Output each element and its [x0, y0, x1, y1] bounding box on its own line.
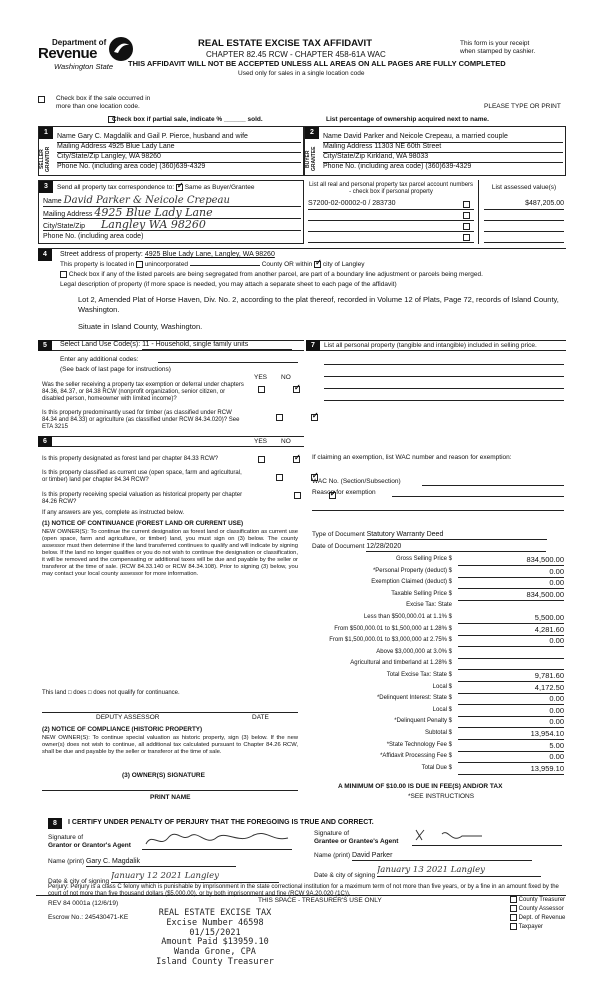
tax-line-value[interactable]: 9,781.60 — [534, 671, 564, 680]
seller-city-label: City/State/Zip — [57, 153, 100, 160]
section-7-personal-property — [306, 340, 566, 460]
tax-line-value[interactable]: 0.00 — [549, 752, 564, 762]
tax-line-label: From $1,500,000.01 to $3,000,000 at 2.75% $ — [329, 637, 452, 644]
deputy-assessor-label: DEPUTY ASSESSOR — [96, 714, 160, 721]
escrow-label: Escrow No.: — [48, 914, 84, 921]
tax-line-label: Total Due $ — [421, 764, 452, 771]
grantor-signature-scribble-icon — [142, 830, 292, 850]
section-3-number: 3 — [39, 181, 53, 193]
seller-grantor-label: SELLER GRANTOR — [39, 146, 51, 172]
corr-city-label: City/State/Zip — [43, 223, 86, 230]
ownership-pct-label: List percentage of ownership acquired next to name. — [326, 116, 489, 123]
receipt-note2: when stamped by cashier. — [460, 48, 536, 55]
copy-taxpayer-checkbox[interactable] — [510, 923, 517, 930]
notice-compliance-body: NEW OWNER(S): To continue special valuation as historic property, sign (3) below. If the new owner(s) does not wish to continue, all additional tax calculated pursuant to Chapter 84.26 RCW, shall be due and payable by the seller or transferor at the time of sale. — [42, 735, 298, 755]
treasurer-stamp — [150, 909, 280, 968]
notice-continuance-body: NEW OWNER(S): To continue the current designation as forest land or classification as current use (open space, farm and agriculture, or timber) land, you must sign on (3) below. The county assessor must then determine if the land transferred continues to qualify and will indicate by signing below. If the land no longer qualifies or you do not wish to continue the designation or classification, it will be removed and the compensating or additional taxes will be due and payable by the seller or transferor at the time of sale. (RCW 84.33.140 or RCW 84.34.108). Prior to signing (3) below, you may contact your local county assessor for more information. — [42, 529, 298, 577]
buyer-phone-label: Phone No. (including area code) — [323, 163, 424, 170]
s6-question-1: Is this property designated as forest land per chapter 84.33 RCW? — [42, 456, 219, 462]
corr-city[interactable]: Langley WA 98260 — [100, 218, 206, 231]
copy-treasurer: County Treasurer — [518, 897, 566, 904]
send-correspondence-label: Send all property tax correspondence to: — [57, 184, 175, 192]
tax-line-label: Above $3,000,000 at 3.0% $ — [376, 648, 452, 655]
seller-name-label: Name — [57, 133, 76, 140]
tax-line-label: *Personal Property (deduct) $ — [372, 567, 452, 574]
copy-distribution — [510, 896, 565, 932]
owner-signature-label: (3) OWNER(S) SIGNATURE — [122, 772, 205, 779]
stamp-line-5: Wanda Grone, CPA — [174, 947, 256, 958]
buyer-name[interactable]: David Parker and Neicole Crepeau, a married couple — [343, 133, 508, 140]
grantee-signature-scribble-icon — [412, 826, 562, 846]
buyer-grantee-label: BUYER GRANTEE — [305, 146, 317, 172]
grantee-date-label: Date & city of signing — [314, 871, 376, 879]
print-name-label: PRINT NAME — [150, 794, 191, 801]
type-or-print: PLEASE TYPE OR PRINT — [484, 103, 561, 110]
tax-line-label: *Affidavit Processing Fee $ — [380, 753, 452, 760]
grantee-signature-label-2: Grantee or Grantee's Agent — [314, 838, 399, 845]
grantor-signature[interactable] — [142, 830, 292, 850]
s6-yes-header: YES — [254, 438, 268, 445]
notice-compliance-title: (2) NOTICE OF COMPLIANCE (HISTORIC PROPERTY) — [42, 726, 203, 733]
buyer-name-label: Name — [323, 133, 342, 140]
section-2-number: 2 — [305, 127, 319, 139]
tax-line-label: Total Excise Tax: State $ — [386, 672, 452, 678]
s6-question-2: Is this property classified as current use (open space, farm and agricultural, or timber) land per chapter 84.34 RCW? — [42, 470, 242, 483]
s5-question-1: Was the seller receiving a property tax exemption or deferral under chapters 84.36, 84.37, or 84.38 RCW (nonprofit organization, senior citizen, or disabled person, homeowner with limited income)? — [42, 382, 244, 402]
section-3-correspondence — [38, 180, 304, 244]
reason-label: Reason for exemption — [312, 489, 376, 496]
additional-codes-label: Enter any additional codes: — [60, 356, 139, 363]
escrow-number[interactable]: 245430471-KE — [84, 914, 129, 921]
land-use-code[interactable]: 11 - Household, single family units — [142, 341, 292, 350]
partial-sale-label: Check box if partial sale, indicate % ______ sold. — [112, 116, 263, 123]
dept-line1: Department of — [52, 38, 107, 47]
section-6-number: 6 — [38, 436, 52, 447]
tax-line-label: Excise Tax: State — [406, 602, 452, 609]
parcel-header: List all real and personal property tax parcel account numbers - check box if personal property — [308, 182, 474, 195]
buyer-phone[interactable]: (360)639-4329 — [425, 163, 472, 170]
copy-dor-checkbox[interactable] — [510, 914, 517, 921]
unincorporated-label: unincorporated — [144, 261, 189, 269]
tax-line-value[interactable]: 13,954.10 — [530, 729, 564, 738]
unincorporated-checkbox[interactable] — [136, 261, 143, 268]
grantor-signature-label-1: Signature of — [48, 834, 84, 841]
if-yes-instructions: If any answers are yes, complete as instructed below. — [42, 510, 185, 516]
corr-name[interactable]: David Parker & Neicole Crepeau — [63, 195, 230, 206]
section-1-seller — [38, 126, 304, 176]
section-4-number: 4 — [38, 249, 52, 261]
buyer-city[interactable]: Kirkland, WA 98033 — [366, 153, 429, 160]
s5-question-2: Is this property predominantly used for timber (as classified under RCW 84.34 and 84.33) or agriculture (as classified under RCW 84.34.020)? See ETA 3215 — [42, 410, 240, 430]
personal-property-label: List all personal property (tangible and intangible) included in selling price. — [324, 342, 537, 349]
tax-line-label: From $500,000.01 to $1,500,000 at 1.28% $ — [334, 625, 452, 632]
tax-line-label: *Delinquent Interest: State $ — [376, 695, 452, 702]
stamp-line-1: REAL ESTATE EXCISE TAX — [158, 908, 272, 918]
multi-location-checkbox[interactable] — [38, 96, 45, 103]
multi-location-line2: more than one location code. — [56, 103, 140, 110]
tax-line-label: Exemption Claimed (deduct) $ — [371, 579, 452, 586]
segregated-checkbox[interactable] — [60, 271, 67, 278]
section-5-number: 5 — [38, 340, 52, 351]
perjury-statement: Perjury: Perjury is a class C felony which is punishable by imprisonment in the state correctional institution for a maximum term of not more than five years, or by a fine in an amount fixed by the court of not more than five thousand dollars ($5,000.00), or by both imprisonment and fine (RCW 9A.20.020 (1C)). — [48, 884, 559, 898]
grantee-signature-label-1: Signature of — [314, 830, 350, 837]
multi-location-line1: Check box if the sale occurred in — [56, 95, 151, 102]
dor-logo — [38, 36, 138, 76]
tax-line-label: Taxable Selling Price $ — [391, 590, 452, 597]
county-or-label: County OR within — [261, 261, 313, 269]
exemption-label: If claiming an exemption, list WAC number and reason for exemption: — [312, 454, 512, 461]
tax-line-label: Gross Selling Price $ — [395, 556, 452, 562]
city-of-label: city of Langley — [322, 261, 365, 269]
copy-treasurer-checkbox[interactable] — [510, 896, 517, 903]
grantee-printed-name[interactable]: David Parker — [352, 852, 532, 861]
tax-line-value[interactable]: 5,500.00 — [534, 613, 564, 622]
form-title: REAL ESTATE EXCISE TAX AFFIDAVIT — [198, 38, 373, 49]
section-2-buyer — [304, 126, 566, 176]
grantor-name-label: Name (print) — [48, 858, 85, 865]
minimum-due: A MINIMUM OF $10.00 IS DUE IN FEE(S) AND/OR TAX — [338, 783, 503, 790]
stamp-line-3: 01/15/2021 — [189, 927, 241, 938]
s5-no-header: NO — [281, 374, 291, 381]
wac-label: WAC No. (Section/Subsection) — [312, 478, 401, 485]
located-label: This property is located in — [60, 261, 135, 269]
tax-line-value[interactable]: 5.00 — [549, 740, 564, 750]
corr-name-label: Name — [43, 198, 62, 205]
tax-line-value[interactable]: 0.00 — [549, 566, 564, 576]
seller-phone-label: Phone No. (including area code) — [57, 163, 158, 170]
section-7-number: 7 — [306, 340, 320, 351]
section-4-property — [38, 248, 566, 334]
tax-line-value[interactable]: 4,172.50 — [534, 682, 564, 692]
buyer-mailing-label: Mailing Address — [323, 143, 373, 150]
tax-line-label: Local $ — [432, 683, 452, 690]
same-as-buyer-checkbox[interactable] — [176, 184, 183, 191]
form-chapter: CHAPTER 82.45 RCW - CHAPTER 458-61A WAC — [206, 50, 386, 59]
certify-statement: I CERTIFY UNDER PENALTY OF PERJURY THAT THE FOREGOING IS TRUE AND CORRECT. — [68, 819, 374, 826]
tax-line-value[interactable]: 0.00 — [549, 578, 564, 588]
tax-line-label: Local $ — [432, 706, 452, 713]
treasurer-space-label: THIS SPACE - TREASURER'S USE ONLY — [258, 897, 382, 904]
personal-property-checkbox-3[interactable] — [463, 223, 470, 230]
stamp-line-4: Amount Paid $13959.10 — [161, 937, 269, 948]
section-1-number: 1 — [39, 127, 53, 139]
tax-line-value[interactable]: 0.00 — [549, 694, 564, 704]
section-8-number: 8 — [48, 818, 62, 829]
buyer-city-label: City/State/Zip — [323, 153, 366, 160]
see-instructions: *SEE INSTRUCTIONS — [408, 793, 475, 800]
tax-line-label: Subtotal $ — [424, 730, 452, 736]
copy-dor: Dept. of Revenue — [518, 915, 566, 922]
stamp-line-6: Island County Treasurer — [156, 956, 274, 967]
qualify-continuance: This land □ does □ does not qualify for continuance. — [42, 690, 180, 696]
tax-line-label: Less than $500,000.01 at 1.1% $ — [363, 614, 452, 620]
s5-q1-no-checkbox[interactable] — [293, 386, 300, 393]
copy-assessor-checkbox[interactable] — [510, 905, 517, 912]
seller-mailing-label: Mailing Address — [57, 143, 107, 150]
tax-labels — [306, 556, 452, 780]
s6-q1-no-checkbox[interactable] — [293, 456, 300, 463]
seller-city[interactable]: Langley, WA 98260 — [100, 153, 161, 160]
buyer-mailing[interactable]: 11303 NE 60th Street — [374, 143, 442, 150]
receipt-note1: This form is your receipt — [460, 40, 530, 47]
same-as-buyer-label: Same as Buyer/Grantee — [184, 184, 255, 192]
seller-mailing[interactable]: 4925 Blue Lady Lane — [108, 143, 175, 150]
land-use-label: Select Land Use Code(s): — [60, 341, 141, 348]
tax-line-label: *Delinquent Penalty $ — [394, 718, 452, 725]
legal-label: Legal description of property (if more space is needed, you may attach a separate sheet to each page of the affidavit) — [60, 281, 397, 288]
grantor-date-city[interactable]: January 12 2021 Langley — [111, 872, 279, 883]
s6-q2-yes-checkbox[interactable] — [276, 474, 283, 481]
tax-line-value[interactable]: 0.00 — [549, 636, 564, 646]
section-5-land-use — [38, 340, 304, 430]
tax-values — [454, 556, 566, 780]
s6-question-3: Is this property receiving special valuation as historical property per chapter 84.26 RCW? — [42, 492, 243, 505]
grantor-printed-name[interactable]: Gary C. Magdalik — [86, 858, 236, 867]
see-back-label: (See back of last page for instructions) — [60, 366, 171, 373]
street-label: Street address of property: — [60, 251, 143, 258]
personal-property-checkbox-2[interactable] — [463, 212, 470, 219]
s5-yes-header: YES — [254, 374, 268, 381]
grantor-signature-label-2: Grantor or Grantor's Agent — [48, 842, 131, 849]
seller-phone[interactable]: (360)639-4329 — [159, 163, 206, 170]
deputy-date-label: DATE — [252, 714, 269, 721]
seller-name[interactable]: Gary C. Magdalik and Gail P. Pierce, husband and wife — [77, 133, 248, 140]
notice-continuance-title: (1) NOTICE OF CONTINUANCE (FOREST LAND OR CURRENT USE) — [42, 520, 244, 527]
form-warning: THIS AFFIDAVIT WILL NOT BE ACCEPTED UNLESS ALL AREAS ON ALL PAGES ARE FULLY COMPLETED — [128, 59, 506, 68]
tax-line-value[interactable]: 0.00 — [549, 705, 564, 715]
tax-calculation — [306, 556, 566, 780]
grantee-signature[interactable] — [412, 826, 562, 846]
s6-q1-yes-checkbox[interactable] — [258, 456, 265, 463]
section-6-designation — [38, 436, 304, 780]
tax-line-label: Agricultural and timberland at 1.28% $ — [350, 660, 452, 667]
tax-line-label: *State Technology Fee $ — [386, 741, 452, 748]
stamp-line-2: Excise Number 46598 — [166, 917, 264, 928]
doc-type[interactable]: Statutory Warranty Deed — [367, 531, 547, 540]
assessed-header: List assessed value(s) — [491, 184, 557, 191]
dept-line2: Revenue — [38, 45, 98, 62]
s6-no-header: NO — [281, 438, 291, 445]
city-of-checkbox[interactable] — [314, 261, 321, 268]
tax-line-value[interactable]: 0.00 — [549, 717, 564, 727]
personal-property-checkbox-4[interactable] — [463, 234, 470, 241]
doc-date[interactable]: 12/28/2020 — [366, 543, 546, 552]
copy-assessor: County Assessor — [518, 906, 564, 913]
doc-type-label: Type of Document — [312, 531, 365, 538]
parcel-number[interactable]: S7200-02-00002-0 / 283730 — [308, 200, 396, 207]
dept-line3: Washington State — [54, 62, 114, 71]
corr-mailing[interactable]: 4925 Blue Lady Lane — [94, 206, 213, 219]
s5-q2-yes-checkbox[interactable] — [276, 414, 283, 421]
tax-line-value[interactable]: 13,959.10 — [530, 763, 564, 773]
grantor-date-label: Date & city of signing — [48, 877, 110, 885]
corr-phone-label: Phone No. (including area code) — [43, 233, 144, 240]
assessed-value[interactable]: $487,205.00 — [484, 200, 564, 210]
s5-q1-yes-checkbox[interactable] — [258, 386, 265, 393]
copy-taxpayer: Taxpayer — [518, 924, 543, 931]
grantee-date-city[interactable]: January 13 2021 Langley — [377, 866, 541, 877]
corr-mailing-label: Mailing Address — [43, 211, 93, 218]
situate-text[interactable]: Situate in Island County, Washington. — [78, 322, 203, 331]
grantee-name-label: Name (print) — [314, 852, 351, 859]
tax-line-value[interactable]: 834,500.00 — [526, 589, 564, 599]
tax-line-value[interactable]: 4,281.60 — [534, 624, 564, 634]
property-street[interactable]: 4925 Blue Lady Lane, Langley, WA 98260 — [144, 251, 275, 258]
personal-property-checkbox-1[interactable] — [463, 201, 470, 208]
form-number: REV 84 0001a (12/6/19) — [48, 900, 119, 907]
segregated-label: Check box if any of the listed parcels are being segregated from another parcel, are part of a boundary line adjustment or parcels being merged. — [68, 271, 483, 279]
tax-line-value[interactable]: 834,500.00 — [526, 555, 564, 564]
parcel-table — [304, 180, 566, 244]
single-location: Used only for sales in a single location code — [238, 70, 365, 77]
s6-q3-yes-checkbox[interactable] — [294, 492, 301, 499]
legal-description[interactable]: Lot 2, Amended Plat of Horse Haven, Div. No. 2, according to the plat thereof, recorded in Volume 12 of Plats, Page 72, records of Island County, Washington. — [78, 295, 559, 315]
doc-date-label: Date of Document — [312, 543, 365, 550]
